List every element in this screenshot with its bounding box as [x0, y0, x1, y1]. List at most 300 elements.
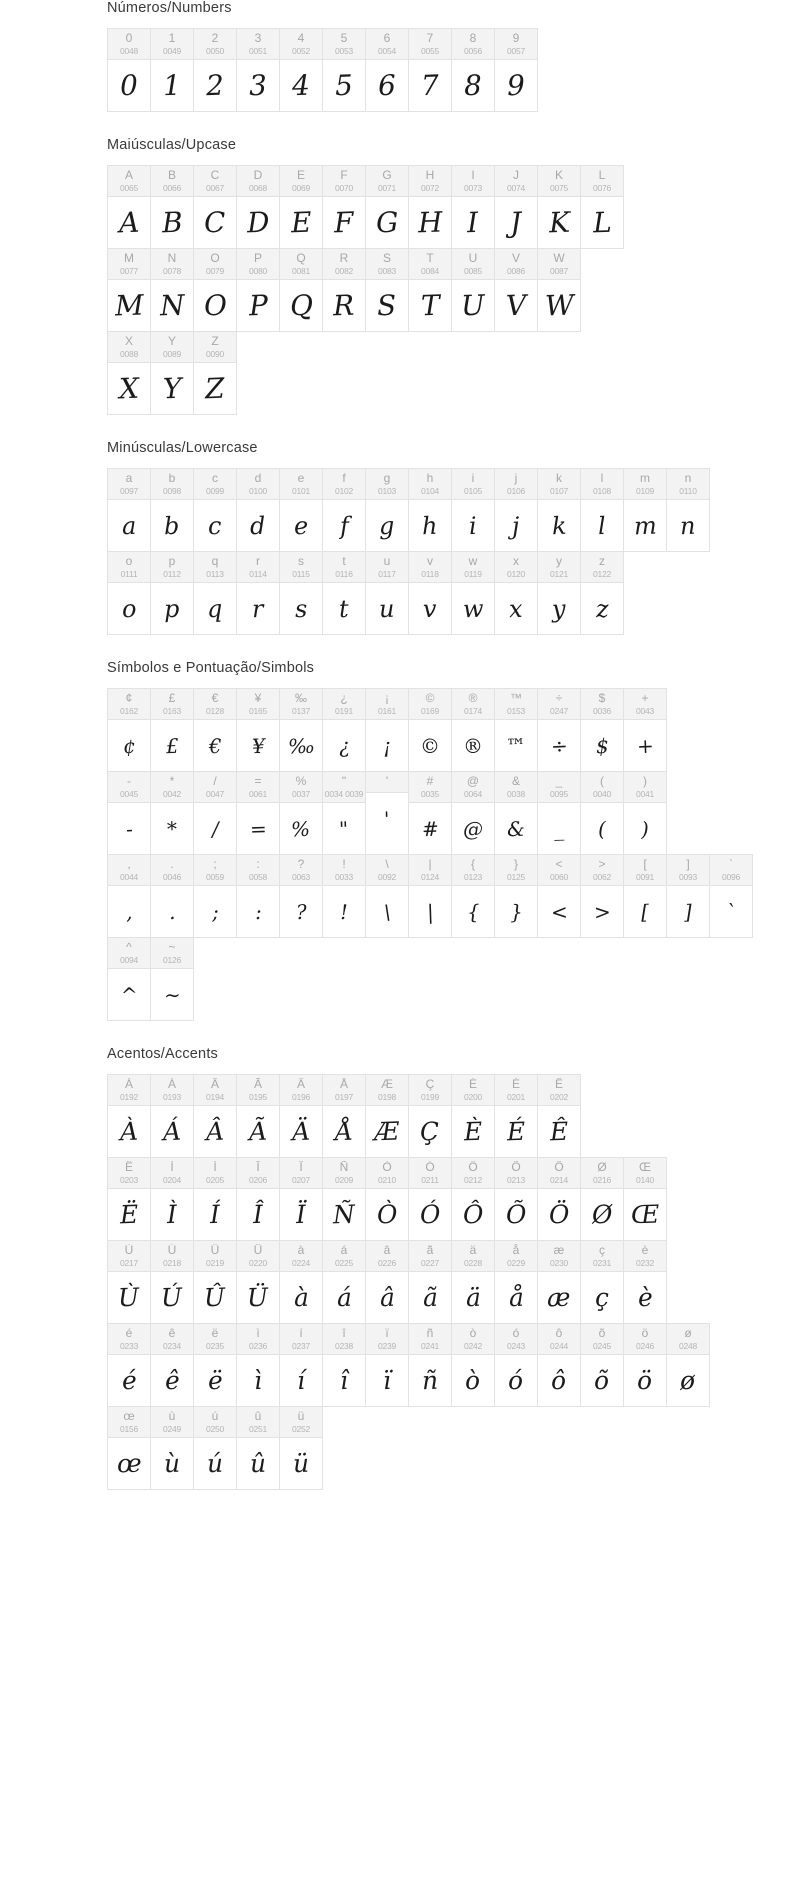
glyph-preview	[495, 583, 537, 634]
glyph-cell-header	[194, 249, 236, 280]
glyph-character-label: W	[553, 252, 565, 265]
glyph-cell[interactable]	[193, 854, 237, 938]
glyph-preview	[237, 1438, 279, 1489]
glyph-cell-header	[108, 29, 150, 60]
glyph-character-label: s	[298, 555, 304, 568]
glyph-cell[interactable]	[236, 468, 280, 552]
glyph-rendered: ë	[207, 1365, 223, 1396]
glyph-cell[interactable]	[279, 771, 323, 855]
glyph-cell[interactable]	[107, 331, 151, 415]
glyph-rendered: -	[125, 816, 133, 841]
glyph-cell[interactable]	[279, 688, 323, 772]
glyph-preview	[366, 1355, 408, 1406]
glyph-cell-header	[151, 689, 193, 720]
glyph-code-label: 0095	[549, 789, 569, 799]
glyph-cell[interactable]	[107, 854, 151, 938]
glyph-cell-header	[452, 249, 494, 280]
glyph-cell[interactable]	[537, 1240, 581, 1324]
glyph-cell[interactable]	[322, 771, 366, 855]
glyph-preview	[151, 197, 193, 248]
glyph-character-label: w	[468, 555, 478, 568]
glyph-cell[interactable]	[107, 248, 151, 332]
glyph-cell[interactable]	[279, 468, 323, 552]
glyph-character-label: j	[514, 472, 518, 485]
glyph-preview	[237, 1355, 279, 1406]
glyph-cell[interactable]	[279, 1323, 323, 1407]
glyph-cell[interactable]	[408, 688, 452, 772]
glyph-cell[interactable]	[193, 1157, 237, 1241]
glyph-cell-header	[280, 166, 322, 197]
glyph-cell[interactable]	[236, 28, 280, 112]
glyph-cell[interactable]	[623, 854, 667, 938]
glyph-cell[interactable]	[365, 248, 409, 332]
glyph-cell[interactable]	[150, 688, 194, 772]
glyph-cell[interactable]	[107, 468, 151, 552]
glyph-code-label: 0209	[334, 1175, 354, 1185]
glyph-code-label: 0084	[420, 266, 440, 276]
glyph-character-label: ü	[297, 1410, 305, 1423]
glyph-preview	[237, 500, 279, 551]
glyph-cell[interactable]	[451, 1323, 495, 1407]
glyph-cell[interactable]	[408, 1323, 452, 1407]
glyph-code-label: 0123	[463, 872, 483, 882]
glyph-rendered: w	[462, 594, 484, 623]
glyph-cell-header	[237, 689, 279, 720]
glyph-character-label: r	[256, 555, 260, 568]
glyph-character-label: M	[124, 252, 134, 265]
glyph-preview	[151, 1106, 193, 1157]
glyph-cell[interactable]	[236, 1157, 280, 1241]
glyph-rendered: Ì	[166, 1199, 178, 1230]
glyph-rendered: ^	[120, 982, 138, 1007]
glyph-code-label: 0162	[119, 706, 139, 716]
glyph-cell-header	[151, 166, 193, 197]
glyph-cell[interactable]	[322, 28, 366, 112]
glyph-code-label: 0235	[205, 1341, 225, 1351]
glyph-cell[interactable]	[537, 771, 581, 855]
glyph-cell[interactable]	[580, 165, 624, 249]
glyph-cell[interactable]	[279, 1074, 323, 1158]
glyph-cell[interactable]	[623, 1240, 667, 1324]
glyph-cell[interactable]	[537, 468, 581, 552]
glyph-cell[interactable]	[408, 248, 452, 332]
glyph-cell[interactable]	[150, 771, 194, 855]
glyph-preview	[108, 583, 150, 634]
glyph-character-label: Q	[296, 252, 306, 265]
glyph-preview	[581, 197, 623, 248]
glyph-cell-header	[151, 1158, 193, 1189]
glyph-code-label: 0198	[377, 1092, 397, 1102]
glyph-cell[interactable]	[623, 771, 667, 855]
glyph-row	[107, 468, 800, 551]
glyph-cell[interactable]	[193, 1240, 237, 1324]
glyph-cell[interactable]	[150, 854, 194, 938]
glyph-cell[interactable]	[451, 1074, 495, 1158]
glyph-rendered: é	[121, 1365, 137, 1396]
glyph-character-label: ù	[168, 1410, 176, 1423]
glyph-cell[interactable]	[365, 28, 409, 112]
glyph-cell[interactable]	[279, 1240, 323, 1324]
glyph-cell[interactable]	[365, 1157, 409, 1241]
glyph-cell[interactable]	[666, 1323, 710, 1407]
glyph-cell[interactable]	[150, 331, 194, 415]
glyph-cell-header	[108, 332, 150, 363]
glyph-cell[interactable]	[408, 165, 452, 249]
glyph-code-label: 0107	[549, 486, 569, 496]
glyph-code-label: 0204	[162, 1175, 182, 1185]
glyph-cell[interactable]	[365, 771, 409, 855]
glyph-rendered: ]	[683, 899, 693, 924]
glyph-character-label: h	[426, 472, 434, 485]
glyph-cell[interactable]	[451, 1157, 495, 1241]
glyph-cell[interactable]	[193, 165, 237, 249]
glyph-cell[interactable]	[494, 165, 538, 249]
glyph-cell-header	[452, 1158, 494, 1189]
glyph-cell-header	[581, 772, 623, 803]
glyph-cell[interactable]	[365, 688, 409, 772]
glyph-character-label: $	[598, 692, 606, 705]
glyph-cell[interactable]	[537, 1323, 581, 1407]
glyph-cell[interactable]	[193, 771, 237, 855]
glyph-cell[interactable]	[580, 688, 624, 772]
glyph-preview	[280, 583, 322, 634]
glyph-cell[interactable]	[580, 854, 624, 938]
glyph-rendered: ô	[550, 1365, 568, 1396]
glyph-cell[interactable]	[494, 1323, 538, 1407]
glyph-cell[interactable]	[666, 468, 710, 552]
glyph-character-label: ì	[256, 1327, 260, 1340]
glyph-cell-header	[409, 249, 451, 280]
glyph-cell[interactable]	[322, 688, 366, 772]
glyph-rendered: !	[339, 899, 349, 924]
glyph-cell[interactable]	[537, 688, 581, 772]
glyph-preview	[280, 1438, 322, 1489]
glyph-rendered: .	[168, 899, 176, 924]
glyph-cell[interactable]	[279, 165, 323, 249]
glyph-preview	[409, 720, 451, 771]
glyph-code-label: 0236	[248, 1341, 268, 1351]
glyph-cell[interactable]	[580, 1157, 624, 1241]
glyph-cell[interactable]	[537, 1074, 581, 1158]
glyph-cell[interactable]	[408, 1074, 452, 1158]
glyph-cell[interactable]	[580, 1240, 624, 1324]
glyph-cell[interactable]	[107, 28, 151, 112]
glyph-cell[interactable]	[365, 551, 409, 635]
glyph-cell[interactable]	[279, 28, 323, 112]
glyph-cell[interactable]	[623, 1157, 667, 1241]
glyph-character-label: ö	[641, 1327, 649, 1340]
glyph-cell[interactable]	[322, 1157, 366, 1241]
glyph-cell[interactable]	[408, 551, 452, 635]
glyph-preview	[280, 60, 322, 111]
glyph-cell[interactable]	[666, 854, 710, 938]
glyph-cell[interactable]	[537, 165, 581, 249]
glyph-cell[interactable]	[365, 468, 409, 552]
glyph-cell[interactable]	[150, 937, 194, 1021]
glyph-preview	[452, 500, 494, 551]
glyph-preview	[495, 1355, 537, 1406]
glyph-cell[interactable]	[107, 1074, 151, 1158]
glyph-preview	[366, 583, 408, 634]
glyph-cell[interactable]	[279, 854, 323, 938]
glyph-code-label: 0249	[162, 1424, 182, 1434]
glyph-cell[interactable]	[279, 1406, 323, 1490]
glyph-cell[interactable]	[365, 1240, 409, 1324]
glyph-preview	[108, 1272, 150, 1323]
glyph-cell[interactable]	[623, 1323, 667, 1407]
glyph-code-label: 0070	[334, 183, 354, 193]
glyph-cell[interactable]	[451, 248, 495, 332]
glyph-cell[interactable]	[623, 688, 667, 772]
glyph-cell[interactable]	[494, 854, 538, 938]
glyph-cell[interactable]	[580, 771, 624, 855]
glyph-preview	[452, 60, 494, 111]
glyph-cell[interactable]	[150, 1074, 194, 1158]
glyph-cell[interactable]	[451, 1240, 495, 1324]
glyph-code-label: 0057	[506, 46, 526, 56]
glyph-cell[interactable]	[193, 331, 237, 415]
glyph-cell[interactable]	[537, 1157, 581, 1241]
glyph-cell[interactable]	[451, 468, 495, 552]
glyph-cell[interactable]	[279, 1157, 323, 1241]
glyph-preview	[452, 803, 494, 854]
glyph-cell[interactable]	[408, 1157, 452, 1241]
glyph-preview	[366, 886, 408, 937]
glyph-cell[interactable]	[107, 937, 151, 1021]
glyph-preview	[624, 886, 666, 937]
glyph-cell-header	[452, 772, 494, 803]
glyph-cell-header	[366, 855, 408, 886]
glyph-rendered: '	[383, 806, 391, 831]
glyph-code-label: 0047	[205, 789, 225, 799]
glyph-cell[interactable]	[322, 468, 366, 552]
glyph-cell-header	[409, 469, 451, 500]
glyph-character-label: ó	[512, 1327, 520, 1340]
glyph-code-label: 0246	[635, 1341, 655, 1351]
glyph-cell[interactable]	[193, 28, 237, 112]
glyph-cell[interactable]	[107, 1240, 151, 1324]
glyph-code-label: 0059	[205, 872, 225, 882]
glyph-cell[interactable]	[451, 165, 495, 249]
glyph-preview	[581, 1272, 623, 1323]
glyph-character-label: à	[297, 1244, 305, 1257]
glyph-cell-header	[409, 772, 451, 803]
glyph-cell[interactable]	[580, 551, 624, 635]
glyph-cell[interactable]	[236, 854, 280, 938]
glyph-preview	[495, 1272, 537, 1323]
glyph-cell[interactable]	[193, 248, 237, 332]
glyph-code-label: 0199	[420, 1092, 440, 1102]
glyph-cell[interactable]	[537, 551, 581, 635]
glyph-character-label: Ï	[299, 1161, 303, 1174]
glyph-cell[interactable]	[537, 248, 581, 332]
glyph-rendered: ~	[163, 982, 181, 1007]
glyph-cell[interactable]	[107, 551, 151, 635]
glyph-cell[interactable]	[494, 1240, 538, 1324]
glyph-cell[interactable]	[236, 1406, 280, 1490]
glyph-cell[interactable]	[322, 854, 366, 938]
glyph-rendered: Ö	[548, 1199, 570, 1230]
glyph-cell[interactable]	[150, 248, 194, 332]
glyph-code-label: 0211	[421, 1175, 439, 1185]
glyph-cell[interactable]	[193, 688, 237, 772]
glyph-rendered: Í	[209, 1199, 221, 1230]
glyph-cell[interactable]	[451, 688, 495, 772]
glyph-cell-header	[581, 1158, 623, 1189]
glyph-cell[interactable]	[494, 688, 538, 772]
glyph-cell-header	[237, 1075, 279, 1106]
glyph-cell[interactable]	[537, 854, 581, 938]
glyph-cell-header	[366, 1241, 408, 1272]
glyph-cell[interactable]	[107, 1406, 151, 1490]
glyph-character-label: ã	[426, 1244, 434, 1257]
glyph-character-label: 1	[168, 32, 176, 45]
glyph-cell-header	[194, 1407, 236, 1438]
glyph-cell[interactable]	[408, 771, 452, 855]
glyph-cell[interactable]	[236, 1074, 280, 1158]
glyph-rendered: D	[246, 205, 270, 239]
glyph-preview	[280, 500, 322, 551]
glyph-cell[interactable]	[494, 771, 538, 855]
glyph-preview	[108, 803, 150, 854]
glyph-preview	[151, 969, 193, 1020]
glyph-code-label: 0217	[119, 1258, 139, 1268]
glyph-cell[interactable]	[236, 1240, 280, 1324]
glyph-code-label: 0238	[334, 1341, 354, 1351]
glyph-cell[interactable]	[580, 1323, 624, 1407]
glyph-cell[interactable]	[494, 248, 538, 332]
glyph-code-label: 0055	[420, 46, 440, 56]
glyph-cell[interactable]	[494, 468, 538, 552]
glyph-cell[interactable]	[322, 1323, 366, 1407]
glyph-cell[interactable]	[580, 468, 624, 552]
glyph-cell[interactable]	[623, 468, 667, 552]
glyph-cell[interactable]	[494, 1157, 538, 1241]
glyph-cell[interactable]	[408, 1240, 452, 1324]
glyph-cell[interactable]	[236, 1323, 280, 1407]
glyph-cell-header	[495, 1158, 537, 1189]
glyph-cell[interactable]	[494, 1074, 538, 1158]
glyph-code-label: 0097	[119, 486, 139, 496]
glyph-cell-header	[624, 689, 666, 720]
glyph-cell[interactable]	[193, 1074, 237, 1158]
glyph-cell[interactable]	[193, 1406, 237, 1490]
glyph-cell-header	[581, 1324, 623, 1355]
glyph-cell[interactable]	[322, 551, 366, 635]
glyph-cell-header	[495, 249, 537, 280]
glyph-cell[interactable]	[408, 854, 452, 938]
glyph-preview	[280, 803, 322, 854]
glyph-cell[interactable]	[451, 551, 495, 635]
glyph-character-label: z	[599, 555, 605, 568]
glyph-cell[interactable]	[107, 1323, 151, 1407]
glyph-section	[0, 660, 800, 1020]
glyph-cell[interactable]	[236, 688, 280, 772]
glyph-rendered: 3	[248, 68, 268, 102]
glyph-preview	[581, 1355, 623, 1406]
glyph-cell[interactable]	[322, 1240, 366, 1324]
glyph-preview	[366, 1189, 408, 1240]
glyph-cell[interactable]	[150, 165, 194, 249]
glyph-cell[interactable]	[107, 771, 151, 855]
glyph-cell[interactable]	[150, 1406, 194, 1490]
glyph-character-label: %	[295, 775, 307, 788]
glyph-cell[interactable]	[150, 551, 194, 635]
glyph-cell[interactable]	[279, 551, 323, 635]
glyph-cell[interactable]	[408, 28, 452, 112]
glyph-cell[interactable]	[193, 468, 237, 552]
glyph-cell[interactable]	[451, 28, 495, 112]
glyph-cell[interactable]	[408, 468, 452, 552]
glyph-code-label: 0234	[162, 1341, 182, 1351]
glyph-cell[interactable]	[236, 165, 280, 249]
glyph-cell[interactable]	[193, 551, 237, 635]
glyph-cell[interactable]	[150, 1240, 194, 1324]
glyph-rendered: Ä	[291, 1116, 311, 1147]
glyph-cell[interactable]	[451, 854, 495, 938]
glyph-code-label: 0043	[635, 706, 655, 716]
glyph-cell-header	[667, 855, 709, 886]
glyph-preview	[452, 583, 494, 634]
glyph-cell[interactable]	[322, 1074, 366, 1158]
glyph-rendered: ò	[464, 1365, 482, 1396]
glyph-code-label: 0232	[635, 1258, 655, 1268]
glyph-code-label: 0156	[119, 1424, 139, 1434]
glyph-cell[interactable]	[365, 1074, 409, 1158]
glyph-cell[interactable]	[279, 248, 323, 332]
glyph-cell[interactable]	[365, 1323, 409, 1407]
glyph-rendered: à	[293, 1282, 309, 1313]
glyph-cell[interactable]	[494, 551, 538, 635]
glyph-preview	[366, 720, 408, 771]
glyph-cell[interactable]	[236, 248, 280, 332]
glyph-cell[interactable]	[365, 854, 409, 938]
glyph-cell[interactable]	[107, 1157, 151, 1241]
glyph-preview	[194, 583, 236, 634]
glyph-cell[interactable]	[709, 854, 753, 938]
glyph-cell[interactable]	[193, 1323, 237, 1407]
glyph-cell[interactable]	[150, 1323, 194, 1407]
glyph-cell[interactable]	[236, 551, 280, 635]
glyph-rendered: è	[637, 1282, 653, 1313]
glyph-rendered: =	[249, 816, 267, 841]
glyph-code-label: 0202	[549, 1092, 569, 1102]
glyph-cell[interactable]	[107, 165, 151, 249]
glyph-character-label: ÷	[555, 692, 563, 705]
glyph-code-label: 0083	[377, 266, 397, 276]
glyph-cell[interactable]	[451, 771, 495, 855]
glyph-cell[interactable]	[150, 468, 194, 552]
glyph-cell[interactable]	[107, 688, 151, 772]
glyph-preview	[581, 583, 623, 634]
glyph-cell[interactable]	[365, 165, 409, 249]
glyph-preview	[495, 1106, 537, 1157]
glyph-cell[interactable]	[322, 248, 366, 332]
glyph-rendered: n	[679, 511, 697, 540]
glyph-cell[interactable]	[494, 28, 538, 112]
glyph-rendered: ñ	[421, 1365, 439, 1396]
glyph-preview	[409, 1189, 451, 1240]
glyph-preview	[538, 280, 580, 331]
glyph-grid	[107, 468, 800, 634]
glyph-cell[interactable]	[150, 28, 194, 112]
glyph-cell[interactable]	[236, 771, 280, 855]
glyph-code-label: 0237	[291, 1341, 311, 1351]
glyph-cell[interactable]	[150, 1157, 194, 1241]
glyph-preview	[151, 1189, 193, 1240]
glyph-cell[interactable]	[322, 165, 366, 249]
glyph-code-label: 0206	[248, 1175, 268, 1185]
